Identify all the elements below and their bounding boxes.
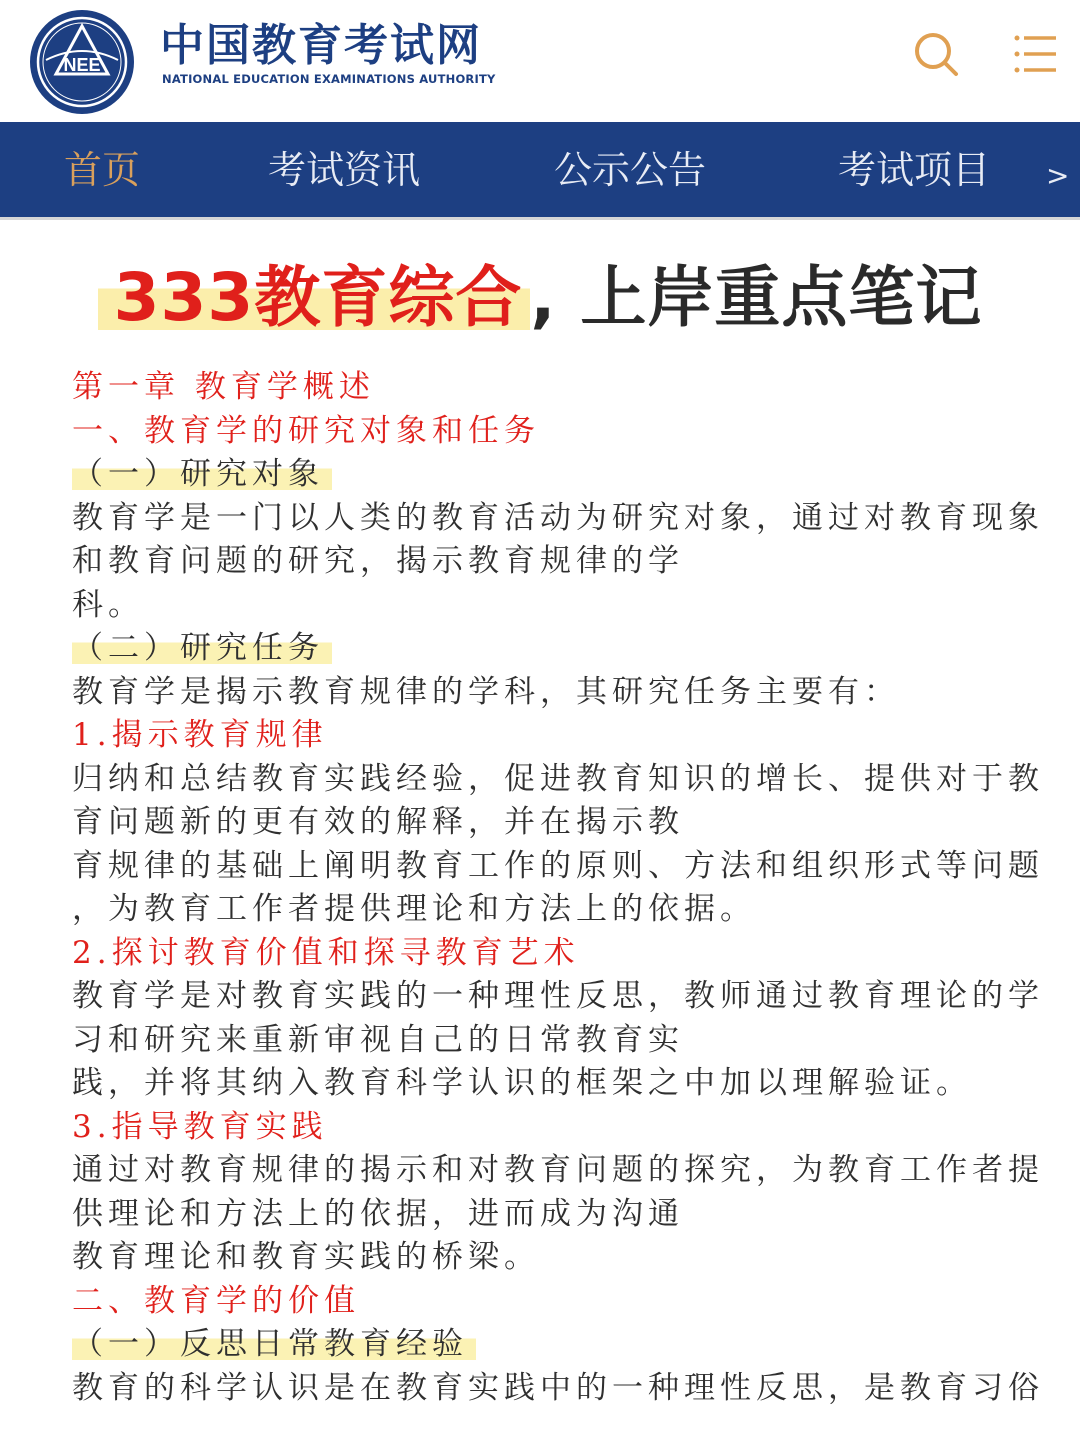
article-title	[0, 258, 1080, 338]
paragraph-line: 育问题新的更有效的解释，并在揭示教	[72, 804, 684, 840]
site-header	[0, 0, 1080, 122]
menu-icon	[1010, 28, 1062, 80]
paragraph-line: 教育理论和教育实践的桥梁。	[72, 1239, 540, 1275]
paragraph-line: 科。	[72, 587, 144, 623]
menu-button[interactable]	[1010, 28, 1062, 80]
subsection-heading-text: （一）反思日常教育经验	[72, 1326, 476, 1362]
main-nav	[0, 122, 1080, 220]
subsection-heading	[72, 1324, 476, 1364]
search-button[interactable]	[910, 28, 962, 80]
subsection-heading	[72, 628, 332, 668]
paragraph-line: 教育的科学认识是在教育实践中的一种理性反思，是教育习俗	[72, 1370, 1044, 1406]
paragraph-line: 供理论和方法上的依据，进而成为沟通	[72, 1196, 684, 1232]
search-icon	[910, 28, 962, 80]
point-heading: 3.指导教育实践	[72, 1109, 328, 1145]
chapter-heading: 第一章 教育学概述	[72, 369, 375, 405]
paragraph-line: 通过对教育规律的揭示和对教育问题的探究，为教育工作者提	[72, 1152, 1044, 1188]
nav-more-chevron-icon[interactable]: >	[1046, 159, 1070, 192]
nee-logo-icon[interactable]	[28, 8, 136, 116]
paragraph-line: 习和研究来重新审视自己的日常教育实	[72, 1022, 684, 1058]
nav-item-exam-projects[interactable]: 考试项目	[838, 148, 991, 192]
paragraph-line: 归纳和总结教育实践经验，促进教育知识的增长、提供对于教	[72, 761, 1044, 797]
point-heading: 1.揭示教育规律	[72, 717, 328, 753]
paragraph-line: ，为教育工作者提供理论和方法上的依据。	[72, 891, 756, 927]
subsection-heading-text: （二）研究任务	[72, 630, 332, 666]
nav-item-notices[interactable]: 公示公告	[554, 148, 707, 192]
paragraph-line: 教育学是一门以人类的教育活动为研究对象，通过对教育现象	[72, 500, 1044, 536]
nav-item-home[interactable]: 首页	[64, 148, 141, 192]
subsection-heading	[72, 454, 332, 494]
paragraph-line: 育规律的基础上阐明教育工作的原则、方法和组织形式等问题	[72, 848, 1044, 884]
paragraph-line: 和教育问题的研究，揭示教育规律的学	[72, 543, 684, 579]
site-subtitle: NATIONAL EDUCATION EXAMINATIONS AUTHORITY	[162, 72, 496, 86]
point-heading: 2.探讨教育价值和探寻教育艺术	[72, 935, 580, 971]
paragraph-line: 教育学是对教育实践的一种理性反思，教师通过教育理论的学	[72, 978, 1044, 1014]
article-title-rest: , 上岸重点笔记	[530, 259, 983, 336]
paragraph-line: 践，并将其纳入教育科学认识的框架之中加以理解验证。	[72, 1065, 972, 1101]
logo-text: NEE	[63, 55, 101, 75]
nav-item-exam-news[interactable]: 考试资讯	[268, 148, 421, 192]
section-heading: 一、教育学的研究对象和任务	[72, 413, 540, 449]
section-heading: 二、教育学的价值	[72, 1283, 360, 1319]
article-title-highlight: 333教育综合	[98, 259, 531, 336]
paragraph-line: 教育学是揭示教育规律的学科，其研究任务主要有：	[72, 674, 900, 710]
site-title[interactable]: 中国教育考试网	[160, 20, 482, 71]
subsection-heading-text: （一）研究对象	[72, 456, 332, 492]
